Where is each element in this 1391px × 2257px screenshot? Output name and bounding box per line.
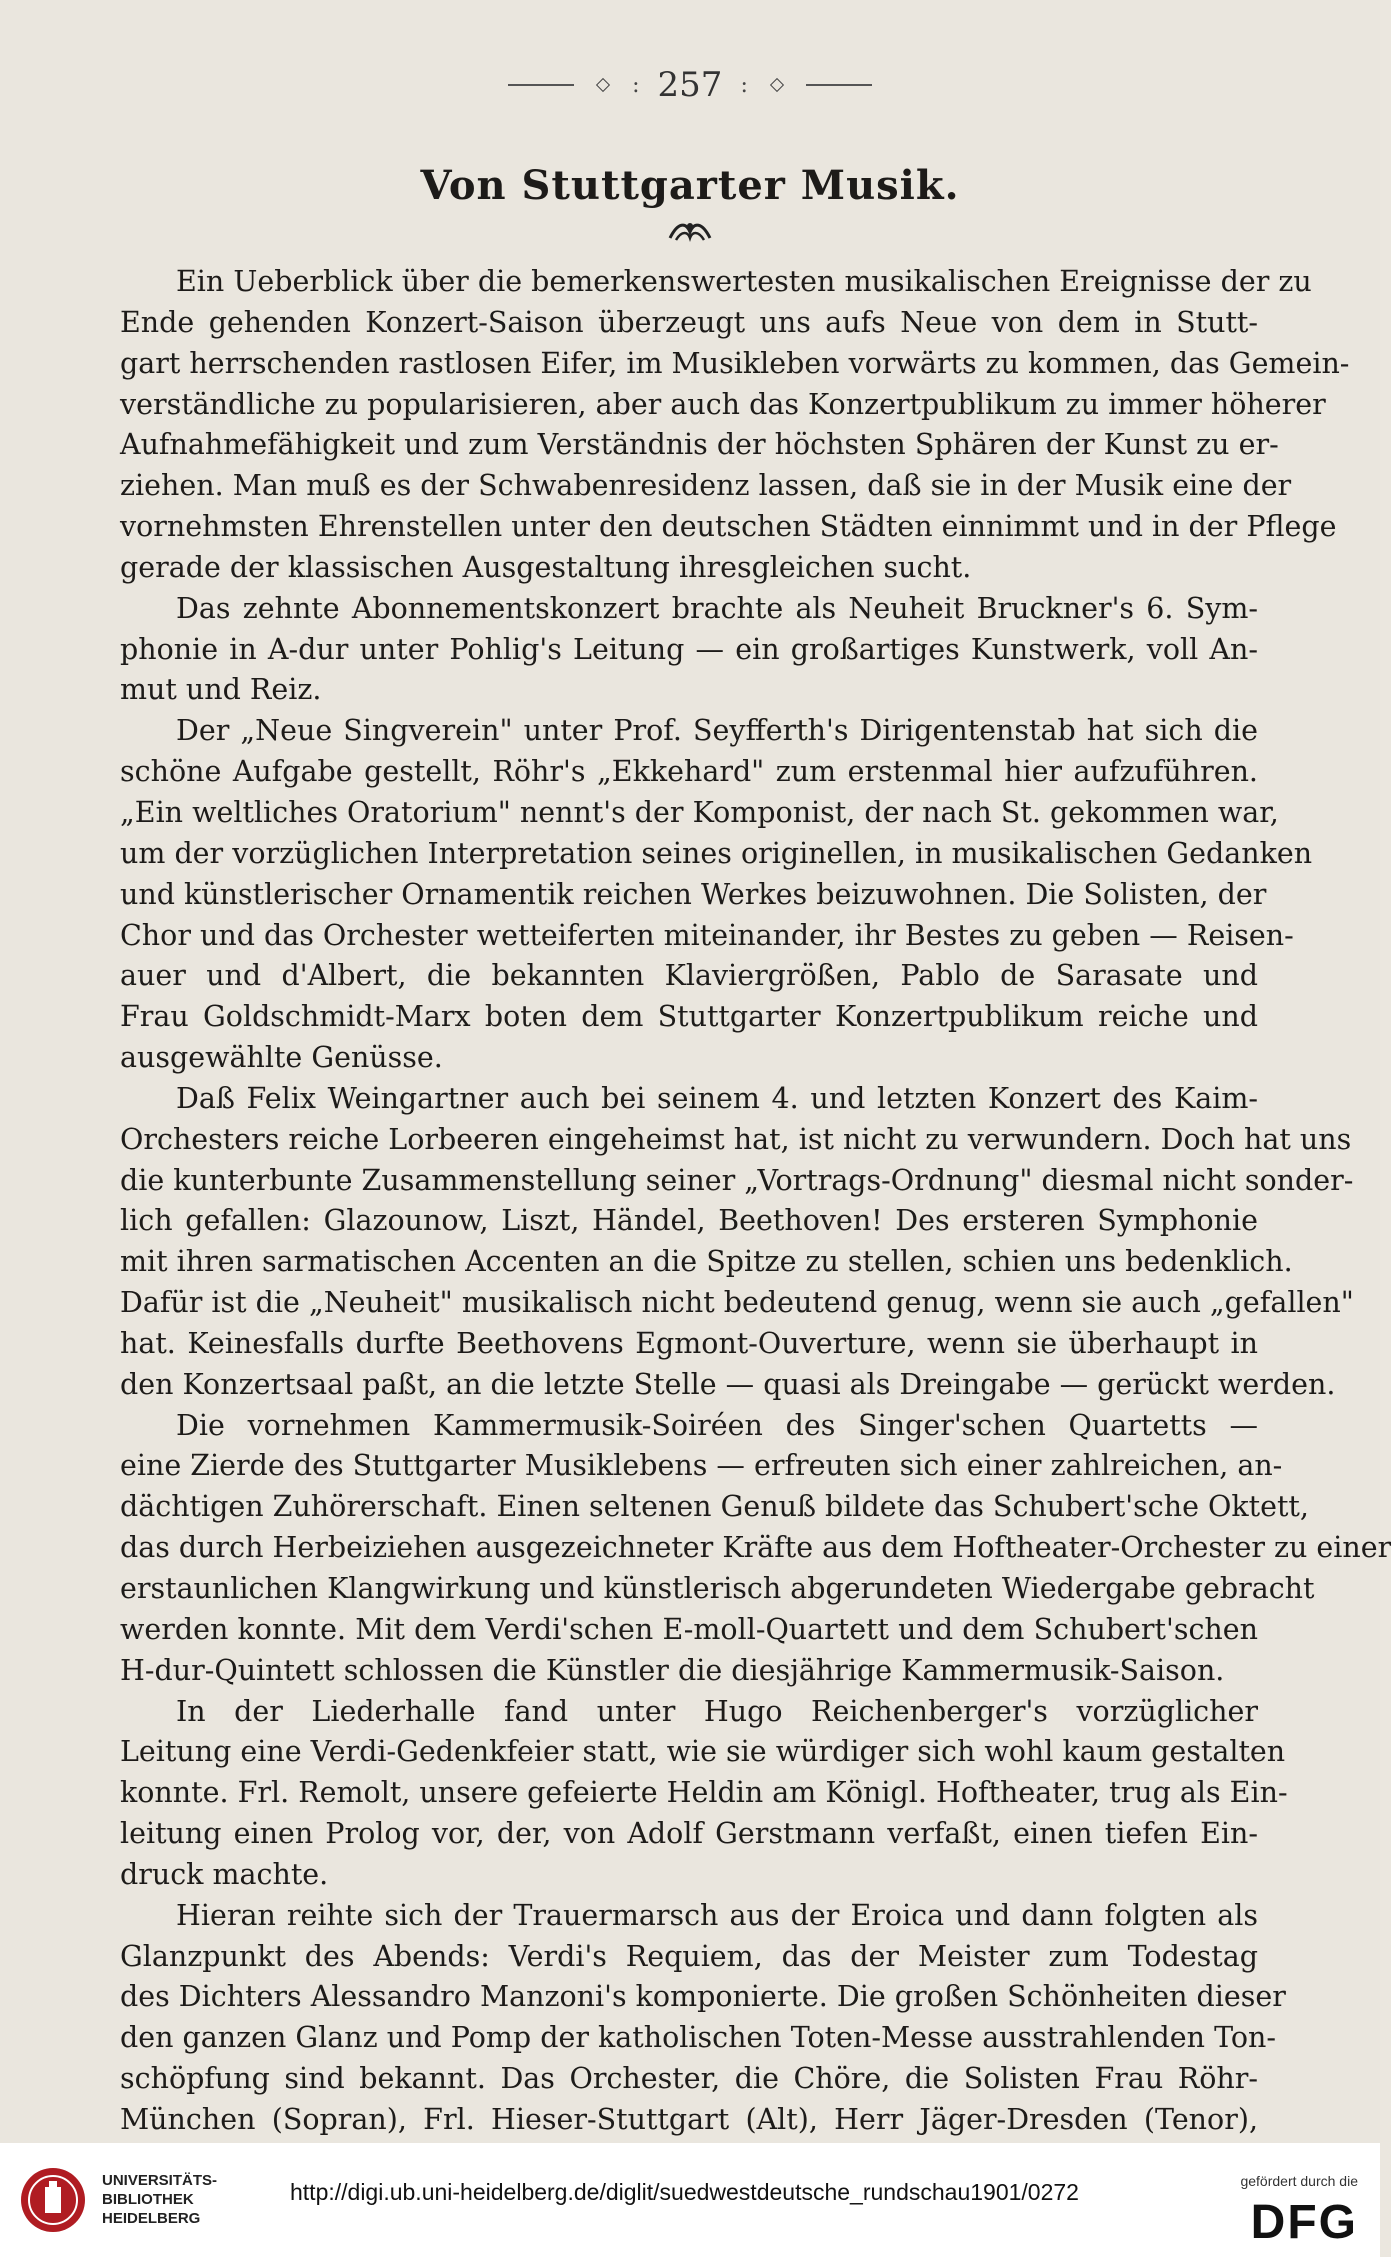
text-line: ausgewählte Genüsse.	[120, 1041, 443, 1075]
text-line: und künstlerischer Ornamentik reichen Werkes beizuwohnen. Die Solisten, der	[120, 877, 1267, 911]
text-line: Ein Ueberblick über die bemerkenswertesten musikalischen Ereignisse der zu	[176, 265, 1312, 298]
text-line: druck machte.	[120, 1857, 329, 1891]
digitization-footer	[0, 2143, 1380, 2257]
text-line: werden konnte. Mit dem Verdi'schen E-moll-Quartett und dem Schubert'schen	[120, 1612, 1258, 1646]
text-line: mit ihren sarmatischen Accenten an die Spitze zu stellen, schien uns bedenklich.	[120, 1245, 1293, 1279]
text-line: um der vorzüglichen Interpretation seines originellen, in musikalischen Gedanken	[120, 836, 1313, 870]
text-line: phonie in A-dur unter Pohlig's Leitung — ein großartiges Kunstwerk, voll An-	[120, 632, 1258, 666]
text-line: dächtigen Zuhörerschaft. Einen seltenen Genuß bildete das Schubert'sche Oktett,	[120, 1490, 1309, 1524]
text-line: Aufnahmefähigkeit und zum Verständnis der höchsten Sphären der Kunst zu er-	[120, 428, 1279, 462]
text-line: gart herrschenden rastlosen Eifer, im Musikleben vorwärts zu kommen, das Gemein-	[120, 346, 1350, 380]
text-line: Das zehnte Abonnementskonzert brachte als Neuheit Bruckner's 6. Sym-	[176, 591, 1258, 625]
text-line: schöne Aufgabe gestellt, Röhr's „Ekkehard" zum erstenmal hier aufzuführen.	[120, 755, 1258, 789]
text-line: Orchesters reiche Lorbeeren eingeheimst hat, ist nicht zu verwundern. Doch hat uns	[120, 1122, 1352, 1156]
text-line: Chor und das Orchester wetteiferten miteinander, ihr Bestes zu geben — Reisen-	[120, 918, 1294, 952]
text-line: Ende gehenden Konzert-Saison überzeugt uns aufs Neue von dem in Stutt-	[120, 305, 1258, 339]
text-line: auer und d'Albert, die bekannten Klaviergrößen, Pablo de Sarasate und	[120, 959, 1258, 993]
text-line: vornehmsten Ehrenstellen unter den deutschen Städten einnimmt und in der Pflege	[120, 510, 1337, 544]
text-line: Daß Felix Weingartner auch bei seinem 4. und letzten Konzert des Kaim-	[176, 1081, 1258, 1115]
text-line: die kunterbunte Zusammenstellung seiner „Vortrags-Ordnung" diesmal nicht sonder-	[120, 1163, 1354, 1197]
header-rule-right	[806, 84, 872, 86]
page-number: 257	[657, 65, 723, 105]
colon-ornament-icon: :	[740, 72, 748, 98]
text-line: H-dur-Quintett schlossen die Künstler die diesjährige Kammermusik-Saison.	[120, 1653, 1225, 1687]
diamond-ornament-icon	[770, 78, 784, 92]
text-line: lich gefallen: Glazounow, Liszt, Händel, Beethoven! Des ersteren Symphonie	[120, 1204, 1258, 1238]
colon-ornament-icon: :	[632, 72, 640, 98]
text-line: das durch Herbeiziehen ausgezeichneter Kräfte aus dem Hoftheater-Orchester zu einer	[120, 1531, 1391, 1565]
text-line: ziehen. Man muß es der Schwabenresidenz lassen, daß sie in der Musik eine der	[120, 469, 1292, 503]
university-name: UNIVERSITÄTS- BIBLIOTHEK HEIDELBERG	[102, 2172, 218, 2227]
text-line: hat. Keinesfalls durfte Beethovens Egmont-Ouverture, wenn sie überhaupt in	[120, 1326, 1258, 1360]
text-line: konnte. Frl. Remolt, unsere gefeierte Heldin am Königl. Hoftheater, trug als Ein-	[120, 1776, 1288, 1810]
text-line: mut und Reiz.	[120, 673, 322, 707]
text-line: leitung einen Prolog vor, der, von Adolf Gerstmann verfaßt, einen tiefen Ein-	[120, 1817, 1258, 1851]
text-line: Leitung eine Verdi-Gedenkfeier statt, wie sie würdiger sich wohl kaum gestalten	[120, 1735, 1286, 1769]
article-body	[120, 262, 1391, 2141]
diamond-ornament-icon	[596, 78, 610, 92]
text-line: schöpfung sind bekannt. Das Orchester, die Chöre, die Solisten Frau Röhr-	[120, 2062, 1258, 2096]
text-line: erstaunlichen Klangwirkung und künstlerisch abgerundeten Wiedergabe gebracht	[120, 1572, 1315, 1605]
text-line: Glanzpunkt des Abends: Verdi's Requiem, das der Meister zum Todestag	[120, 1939, 1258, 1973]
source-url-link[interactable]: http://digi.ub.uni-heidelberg.de/diglit/suedwestdeutsche_rundschau1901/0272	[290, 2179, 1079, 2205]
article-title: Von Stuttgarter Musik.	[420, 162, 960, 209]
dfg-logo: DFG	[1250, 2196, 1358, 2249]
text-line: verständliche zu popularisieren, aber auch das Konzertpublikum zu immer höherer	[120, 387, 1326, 421]
text-line: den Konzertsaal paßt, an die letzte Stelle — quasi als Dreingabe — gerückt werden.	[120, 1367, 1336, 1401]
text-line: In der Liederhalle fand unter Hugo Reichenberger's vorzüglicher	[176, 1694, 1258, 1728]
header-rule-left	[508, 84, 574, 86]
text-line: des Dichters Alessandro Manzoni's komponierte. Die großen Schönheiten dieser	[120, 1980, 1286, 2014]
title-ornament-icon	[668, 218, 712, 244]
page-header	[0, 60, 1380, 110]
text-line: München (Sopran), Frl. Hieser-Stuttgart (Alt), Herr Jäger-Dresden (Tenor),	[120, 2102, 1258, 2136]
text-line: den ganzen Glanz und Pomp der katholischen Toten-Messe ausstrahlenden Ton-	[120, 2021, 1277, 2055]
text-line: Der „Neue Singverein" unter Prof. Seyfferth's Dirigentenstab hat sich die	[176, 714, 1258, 748]
university-seal-icon	[18, 2165, 88, 2235]
text-line: gerade der klassischen Ausgestaltung ihresgleichen sucht.	[120, 550, 972, 584]
text-line: Die vornehmen Kammermusik-Soiréen des Singer'schen Quartetts —	[176, 1408, 1258, 1442]
text-line: Dafür ist die „Neuheit" musikalisch nicht bedeutend genug, wenn sie auch „gefallen"	[120, 1286, 1354, 1320]
text-line: eine Zierde des Stuttgarter Musiklebens — erfreuten sich einer zahlreichen, an-	[120, 1449, 1283, 1483]
text-line: „Ein weltliches Oratorium" nennt's der Komponist, der nach St. gekommen war,	[120, 795, 1279, 829]
text-line: Frau Goldschmidt-Marx boten dem Stuttgarter Konzertpublikum reiche und	[120, 1000, 1258, 1034]
text-line: Hieran reihte sich der Trauermarsch aus der Eroica und dann folgten als	[176, 1898, 1258, 1932]
funded-by-label: gefördert durch die	[1240, 2173, 1358, 2189]
